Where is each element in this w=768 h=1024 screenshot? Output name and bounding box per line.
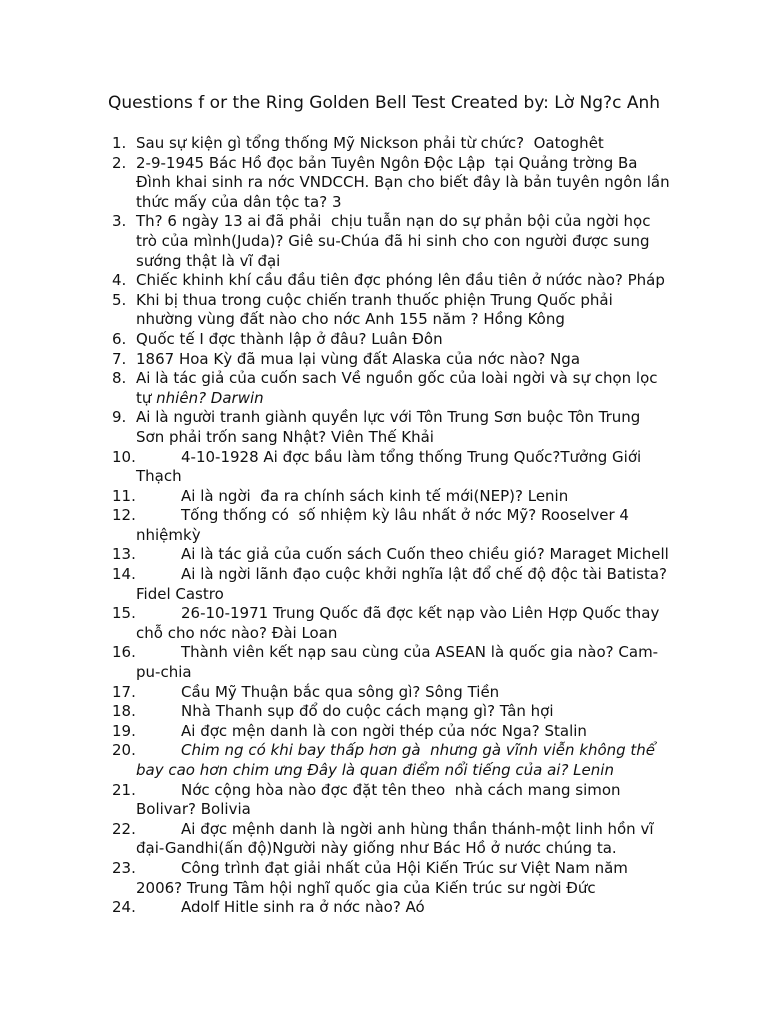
question-text: [136, 722, 672, 742]
question-number: 14.: [112, 565, 136, 584]
question-item: [112, 369, 672, 408]
question-number: 13.: [112, 545, 136, 564]
question-number: 18.: [112, 702, 136, 721]
question-text: [136, 408, 672, 447]
question-plain-text: Công trình đạt giải nhất của Hội Kiến Trúc sư Việt Nam năm 2006? Trung Tâm hội nghĩ quốc gia của Kiến trúc sư ngời Đức: [136, 858, 633, 897]
question-plain-text: Ai là ngời đa ra chính sách kinh tế mới(NEP)? Lenin: [181, 486, 569, 505]
question-number: 20.: [112, 741, 136, 760]
question-text: [136, 741, 672, 780]
question-item: [112, 330, 672, 350]
question-plain-text: Adolf Hitle sinh ra ở nớc nào? Aó: [181, 898, 425, 917]
question-plain-text: Tống thống có số nhiệm kỳ lâu nhất ở nớc Mỹ? Rooselver 4 nhiệmkỳ: [136, 506, 634, 544]
question-number: 16.: [112, 643, 136, 662]
question-item: [112, 506, 672, 545]
question-plain-text: Quốc tế I đợc thành lập ở đâu? Luân Đôn: [136, 329, 443, 348]
question-number: 21.: [112, 780, 136, 799]
question-item: [112, 271, 672, 291]
question-item: [112, 487, 672, 507]
question-item: [112, 683, 672, 703]
question-number: 15.: [112, 604, 136, 623]
question-item: [112, 408, 672, 447]
question-plain-text: Chiếc khinh khí cầu đầu tiên đợc phóng lên đầu tiên ở nứớc nào? Pháp: [136, 271, 665, 290]
question-text: [136, 153, 675, 213]
question-text: [136, 604, 672, 643]
question-text: [136, 820, 672, 859]
question-text: [136, 350, 672, 370]
question-item: [112, 722, 672, 742]
question-item: [112, 545, 672, 565]
question-item: [112, 350, 672, 370]
question-number: 22.: [112, 819, 136, 838]
question-number: 1.: [112, 134, 127, 152]
question-number: 3.: [112, 212, 127, 231]
question-plain-text: Ai là người tranh giành quyền lực với Tôn Trung Sơn buộc Tôn Trung Sơn phải trốn sang Nhật? Viên Thế Khải: [136, 408, 646, 446]
question-number: 24.: [112, 898, 136, 917]
question-number: 12.: [112, 506, 136, 525]
question-item: [112, 702, 672, 722]
question-text: [136, 781, 672, 820]
question-text: [136, 487, 672, 507]
question-plain-text: Sau sự kiện gì tổng thống Mỹ Nickson phải từ chức? Oatoghêt: [136, 134, 604, 152]
question-text: [136, 369, 672, 408]
question-text: [136, 565, 672, 604]
question-item: [112, 643, 672, 682]
question-number: 4.: [112, 271, 127, 290]
question-item: [112, 448, 672, 487]
question-text: [136, 898, 672, 918]
question-plain-text: Ai đợc mệnh danh là ngời anh hùng thần thánh-một linh hồn vĩ đại-Gandhi(ấn độ)Người này giống như Bác Hồ ở nước chúng ta.: [136, 819, 659, 858]
question-plain-text: Ai đợc mện danh là con ngời thép của nớc Nga? Stalin: [181, 721, 587, 740]
question-item: [112, 781, 672, 820]
question-italic-text: Chim ng có khi bay thấp hơn gà nhưng gà vĩnh viễn không thể bay cao hơn chim ưng Đây là quan điểm nổi tiếng của ai? Lenin: [136, 741, 660, 779]
question-italic-text: nhiên? Darwin: [156, 388, 264, 407]
question-item: [112, 898, 672, 918]
question-plain-text: Ai là tác giả của cuốn sách Cuốn theo chiều gió? Maraget Michell: [181, 545, 669, 564]
question-text: [136, 643, 672, 682]
page-title: Questions f or the Ring Golden Bell Test Created by: Lờ Ng?c Anh: [107, 93, 661, 113]
question-number: 10.: [112, 447, 136, 466]
question-list: [112, 134, 675, 918]
question-item: [112, 565, 672, 604]
question-text: [136, 859, 672, 898]
question-plain-text: 26-10-1971 Trung Quốc đã đợc kết nạp vào Liên Hợp Quốc thay chỗ cho nớc nào? Đài Loan: [136, 604, 665, 642]
question-number: 19.: [112, 721, 136, 740]
question-text: [136, 702, 672, 722]
question-plain-text: 1867 Hoa Kỳ đã mua lại vùng đất Alaska của nớc nào? Nga: [136, 349, 581, 368]
question-plain-text: Ai là ngời lãnh đạo cuộc khởi nghĩa lật đổ chế độ độc tài Batista? Fidel Castro: [136, 565, 672, 603]
question-number: 11.: [112, 486, 136, 505]
question-number: 2.: [112, 153, 127, 172]
question-plain-text: 2-9-1945 Bác Hồ đọc bản Tuyên Ngôn Độc Lập tại Quảng trờng Ba Đình khai sinh ra nớc VNDCCH. Bạn cho biết đây là bản tuyên ngôn lần thức mấy của dân tộc ta? 3: [136, 153, 675, 211]
question-plain-text: Nớc cộng hòa nào đợc đặt tên theo nhà cách mang simon Bolivar? Bolivia: [136, 780, 626, 819]
question-plain-text: Nhà Thanh sụp đổ do cuộc cách mạng gì? Tân hợi: [181, 702, 554, 721]
question-item: [112, 741, 672, 780]
question-number: 5.: [112, 290, 127, 309]
question-number: 17.: [112, 682, 136, 701]
question-plain-text: Thành viên kết nạp sau cùng của ASEAN là quốc gia nào? Cam-pu-chia: [136, 643, 659, 682]
question-text: [136, 134, 672, 154]
question-number: 7.: [112, 349, 127, 368]
question-number: 8.: [112, 369, 127, 388]
question-plain-text: Th? 6 ngày 13 ai đã phải chịu tuẫn nạn do sự phản bội của ngời học trò của mình(Juda)? Giê su-Chúa đã hi sinh cho con người được sung sướng thật là vĩ đại: [136, 212, 656, 270]
question-text: [136, 271, 672, 291]
question-text: [136, 330, 672, 350]
question-plain-text: Khi bị thua trong cuộc chiến tranh thuốc phiện Trung Quốc phải nhường vùng đất nào cho nớc Anh 155 năm ? Hồng Kông: [136, 290, 618, 329]
question-item: [112, 153, 675, 213]
question-item: [112, 134, 672, 154]
question-item: [112, 291, 672, 330]
question-number: 9.: [112, 408, 127, 427]
question-item: [112, 212, 672, 271]
question-plain-text: Ai là tác giả của cuốn sach Về nguồn gốc của loài ngời và sự chọn lọc tự: [136, 369, 663, 407]
question-text: [136, 291, 672, 330]
question-plain-text: Cầu Mỹ Thuận bắc qua sông gì? Sông Tiền: [181, 682, 500, 701]
question-plain-text: 4-10-1928 Ai đợc bầu làm tổng thống Trung Quốc?Tưởng Giới Thạch: [136, 447, 646, 486]
question-text: [136, 545, 672, 565]
question-item: [112, 859, 672, 898]
question-text: [136, 212, 672, 271]
question-text: [136, 683, 672, 703]
question-item: [112, 820, 672, 859]
question-number: 6.: [112, 329, 127, 348]
question-text: [136, 448, 672, 487]
question-number: 23.: [112, 858, 136, 877]
question-text: [136, 506, 672, 545]
question-item: [112, 604, 672, 643]
